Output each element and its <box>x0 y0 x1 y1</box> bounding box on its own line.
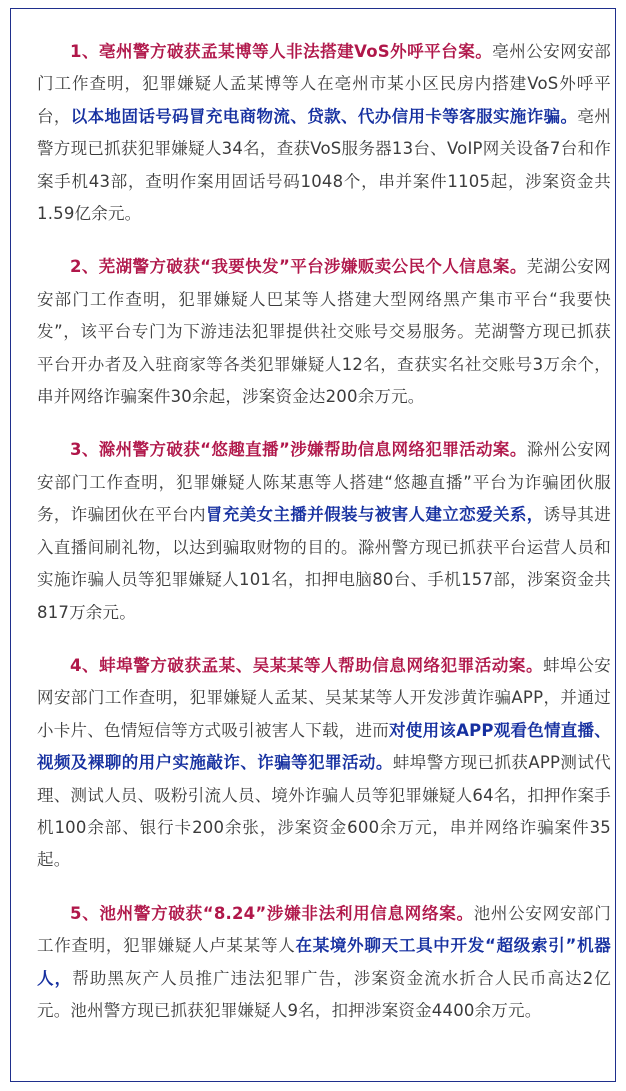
case-5-paragraph <box>37 898 611 1028</box>
case-4-text-b: 蚌埠警方现已抓获APP测试代理、测试人员、吸粉引流人员、境外诈骗人员等犯罪嫌疑人64名，扣押作案手机100余部、银行卡200余张，涉案资金600余万元，串并网络诈骗案件35起。 <box>37 753 611 870</box>
case-5-title: 5、池州警方破获“8.24”涉嫌非法利用信息网络案。 <box>70 903 474 923</box>
case-5-text-b: 帮助黑灰产人员推广违法犯罪广告，涉案资金流水折合人民币高达2亿元。池州警方现已抓获犯罪嫌疑人9名，扣押涉案资金4400余万元。 <box>37 968 612 1020</box>
case-1-title: 1、亳州警方破获孟某博等人非法搭建VoS外呼平台案。 <box>70 42 493 61</box>
case-1-paragraph <box>37 36 611 230</box>
case-2-title: 2、芜湖警方破获“我要快发”平台涉嫌贩卖公民个人信息案。 <box>70 257 527 277</box>
case-1-text-a: 亳州公安网安部门工作查明，犯罪嫌疑人孟某博等人在亳州市某小区民房内搭建VoS外呼平台， <box>37 42 611 126</box>
case-5-text-a: 池州公安网安部门工作查明，犯罪嫌疑人卢某某等人 <box>37 903 611 956</box>
case-1-highlight: 以本地固话号码冒充电商物流、贷款、代办信用卡等客服实施诈骗。 <box>70 106 578 126</box>
article-frame <box>10 8 616 1082</box>
case-2-paragraph <box>37 251 611 413</box>
case-2-text-a: 芜湖公安网安部门工作查明，犯罪嫌疑人巴某等人搭建大型网络黑产集市平台“我要快发”，该平台专门为下游违法犯罪提供社交账号交易服务。芜湖警方现已抓获平台开办者及入驻商家等各类犯罪嫌疑人12名，查获实名社交账号3万余个，串并网络诈骗案件30余起，涉案资金达200余万元。 <box>37 257 611 407</box>
case-5-highlight: 在某境外聊天工具中开发“超级索引”机器人， <box>37 936 612 988</box>
article-content <box>37 36 611 1048</box>
case-1-text-b: 亳州警方现已抓获犯罪嫌疑人34名，查获VoS服务器13台、VoIP网关设备7台和作案手机43部，查明作案用固话号码1048个，串并案件1105起，涉案资金共1.59亿余元。 <box>37 106 611 224</box>
case-4-paragraph <box>37 650 611 877</box>
case-4-highlight: 对使用该APP观看色情直播、视频及裸聊的用户实施敲诈、诈骗等犯罪活动。 <box>37 720 612 773</box>
case-3-text-b: 诱导其进入直播间刷礼物，以达到骗取财物的目的。滁州警方现已抓获平台运营人员和实施诈骗人员等犯罪嫌疑人101名，扣押电脑80台、手机157部，涉案资金共817万余元。 <box>37 505 611 622</box>
case-4-title: 4、蚌埠警方破获孟某、吴某某等人帮助信息网络犯罪活动案。 <box>70 655 544 675</box>
case-4-text-a: 蚌埠公安网安部门工作查明，犯罪嫌疑人孟某、吴某某等人开发涉黄诈骗APP，并通过小卡片、色情短信等方式吸引被害人下载，进而 <box>37 655 611 740</box>
case-3-highlight: 冒充美女主播并假装与被害人建立恋爱关系， <box>205 505 544 525</box>
case-3-text-a: 滁州公安网安部门工作查明，犯罪嫌疑人陈某惠等人搭建“悠趣直播”平台为诈骗团伙服务，诈骗团伙在平台内 <box>37 440 611 525</box>
case-3-paragraph <box>37 434 611 628</box>
case-3-title: 3、滁州警方破获“悠趣直播”涉嫌帮助信息网络犯罪活动案。 <box>70 440 527 460</box>
